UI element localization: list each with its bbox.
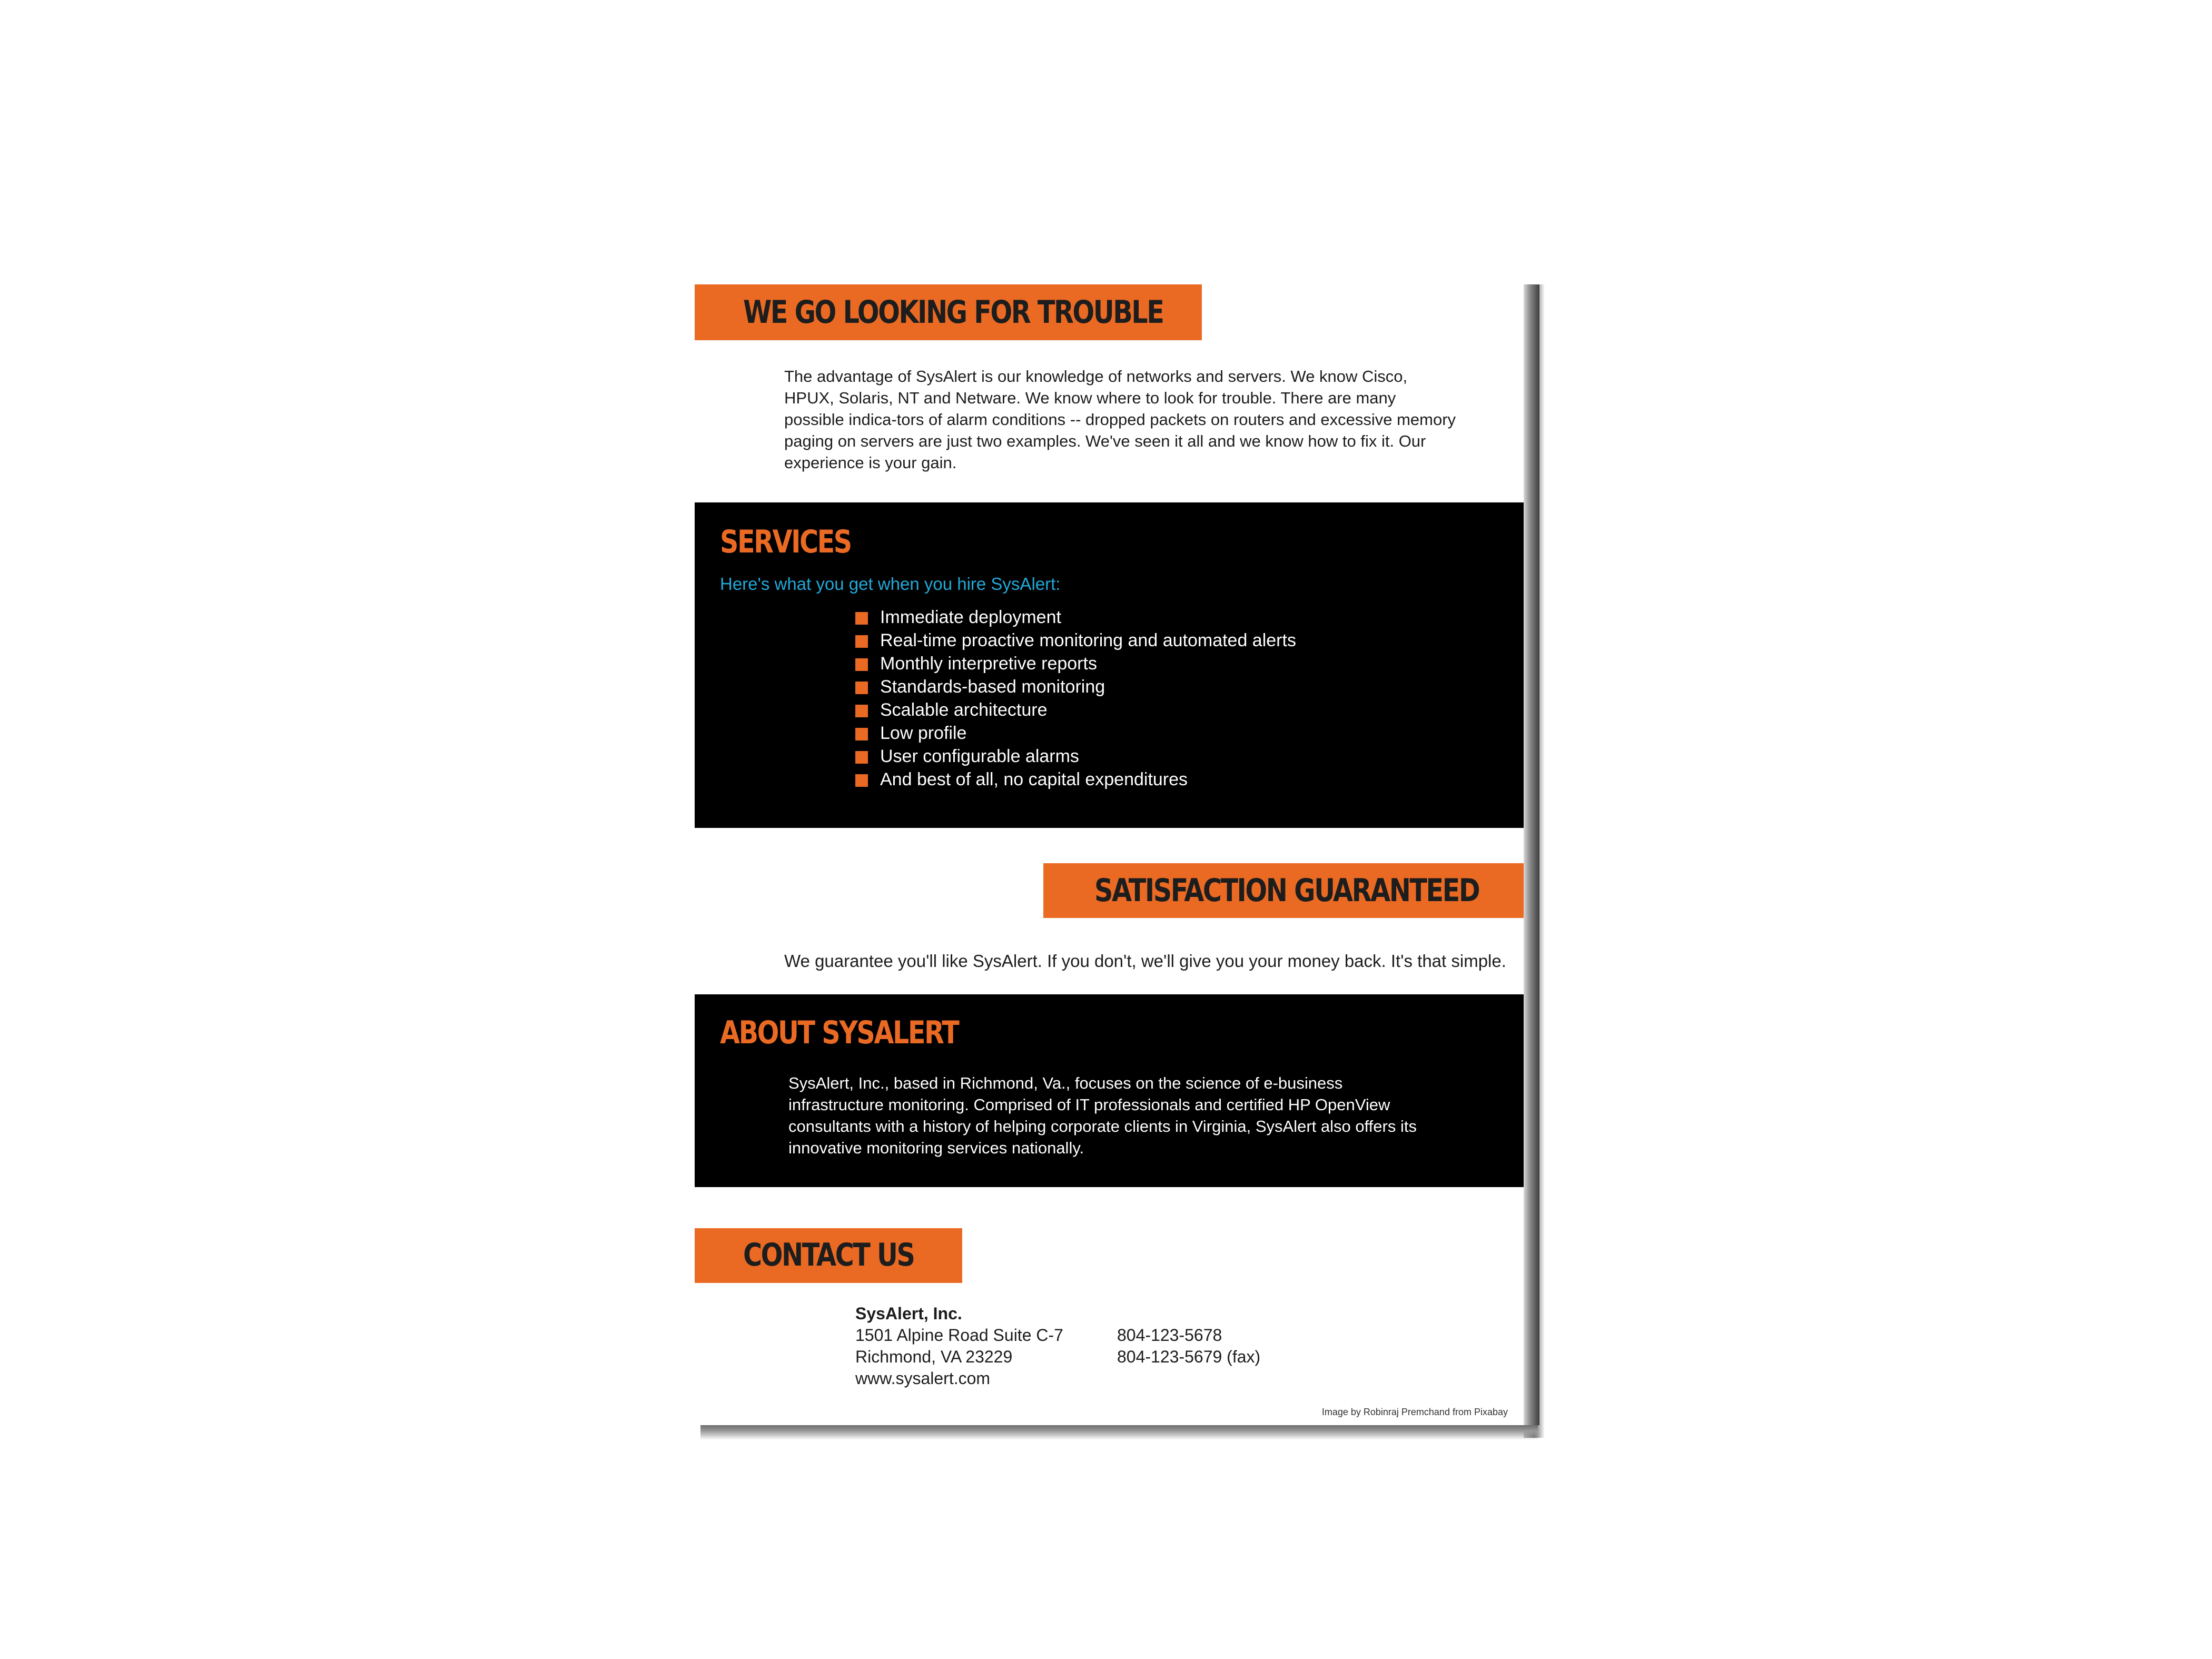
square-bullet-icon	[855, 751, 868, 764]
guarantee-paragraph: We guarantee you'll like SysAlert. If you don't, we'll give you your money back. It's that simple.	[784, 951, 1506, 971]
service-item-label: Standards-based monitoring	[880, 677, 1105, 697]
square-bullet-icon	[855, 774, 868, 787]
service-item	[855, 606, 1296, 629]
fax-number: 804-123-5679 (fax)	[1117, 1347, 1261, 1366]
company-name: SysAlert, Inc.	[855, 1304, 962, 1323]
trouble-heading: WE GO LOOKING FOR TROUBLE	[743, 294, 1163, 331]
phone-number: 804-123-5678	[1117, 1326, 1222, 1345]
square-bullet-icon	[855, 635, 868, 648]
service-item-label: Real-time proactive monitoring and automated alerts	[880, 630, 1296, 650]
services-heading: SERVICES	[720, 524, 851, 560]
service-item-label: User configurable alarms	[880, 746, 1079, 766]
website: www.sysalert.com	[855, 1369, 991, 1388]
page-bottom-shadow	[700, 1425, 1538, 1440]
service-item	[855, 675, 1296, 698]
square-bullet-icon	[855, 728, 868, 740]
about-heading: ABOUT SYSALERT	[720, 1014, 959, 1051]
address-line-2: Richmond, VA 23229	[855, 1347, 1013, 1366]
service-item-label: Scalable architecture	[880, 700, 1048, 720]
address-line-1: 1501 Alpine Road Suite C-7	[855, 1326, 1063, 1345]
contact-address-block	[855, 1303, 1063, 1389]
contact-heading-bar	[695, 1228, 962, 1283]
image-credit: Image by Robinraj Premchand from Pixabay	[1321, 1407, 1508, 1417]
guarantee-heading-bar	[1043, 863, 1524, 918]
about-section	[695, 994, 1524, 1187]
square-bullet-icon	[855, 682, 868, 694]
contact-heading: CONTACT US	[743, 1237, 914, 1273]
square-bullet-icon	[855, 658, 868, 671]
service-item	[855, 652, 1296, 675]
trouble-heading-bar	[695, 284, 1202, 340]
service-item	[855, 629, 1296, 652]
service-item-label: And best of all, no capital expenditures	[880, 769, 1188, 789]
service-item-label: Monthly interpretive reports	[880, 654, 1097, 674]
page-edge	[1524, 284, 1539, 1425]
square-bullet-icon	[855, 612, 868, 625]
guarantee-heading: SATISFACTION GUARANTEED	[1094, 872, 1479, 909]
service-item-label: Low profile	[880, 723, 967, 743]
services-section	[695, 502, 1524, 828]
trouble-paragraph: The advantage of SysAlert is our knowledge of networks and servers. We know Cisco, HPUX, Solaris, NT and Netware. We know where to look for trouble. There are many possible indica-tors of alarm conditions -- dropped packets on routers and excessive memory paging on servers are just two examples. We've seen it all and we know how to fix it. Our experience is your gain.	[784, 367, 1456, 472]
service-item-label: Immediate deployment	[880, 607, 1061, 627]
square-bullet-icon	[855, 705, 868, 717]
about-paragraph: SysAlert, Inc., based in Richmond, Va., focuses on the science of e-business infrastructure monitoring. Comprised of IT professionals and certified HP OpenView consultants with a history of helping corporate clients in Virginia, SysAlert also offers its innovative monitoring services nationally.	[788, 1074, 1417, 1157]
services-subheading: Here's what you get when you hire SysAlert:	[720, 574, 1061, 594]
contact-phone-block	[1117, 1325, 1260, 1368]
service-item	[855, 768, 1296, 791]
flyer-page	[695, 284, 1524, 1425]
service-item	[855, 745, 1296, 768]
service-item	[855, 698, 1296, 722]
service-item	[855, 722, 1296, 745]
services-list	[855, 606, 1296, 791]
